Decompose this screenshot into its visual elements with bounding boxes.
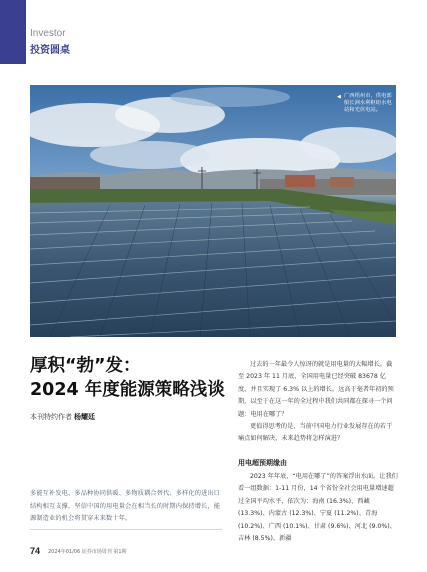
caption-pointer-icon: ◀ [337,94,341,100]
body-paragraph-1: 过去的一年最令人惊讶的就是用电量的大幅增长。截至 2023 年 11 月底，全国用电量已经突破 83678 亿度，并且实现了 6.3% 以上的增长。远高于毫者年初的预期，以至于在这一年的全过程中我们共同都在探寻一个问题：电用在哪了？ [238,361,394,418]
photo-caption [337,93,394,114]
section-color-bar [0,0,26,64]
body-paragraph-3: 2023 年年底，“电用在哪了”的答案浮出水面。让我们看一组数据：1-11 月份，14 个省份全社会用电量增速超过全国平均水平，依次为：海南 (16.3%)、西藏 (13.3%)、内蒙古 (12.3%)、宁夏 (11.2%)、青海 (10.2%)、广西 (10.1%)、甘肃 (9.6%)、河北 (9.0%)、吉林 (8.5%)、新疆 [238,473,398,543]
byline [30,412,95,422]
byline-prefix: 本刊特约作者 [30,413,72,421]
section-heading: 用电超预期缘由 [238,459,287,467]
page-number: 74 [30,546,41,556]
author-name: 杨耀廷 [74,413,95,421]
section-label-cn: 投资圆桌 [30,45,70,56]
article-summary: 多能互补发电、多品种协同供暖、多物质耦合替代、多样化的进出口结构相互支撑，坚信中国的用电量会在相当长的时期内保持增长，能源制造业的机会将贯穿未来数十年。 [30,490,221,522]
body-paragraph-2: 更值得思考的是，当前中国电力行业发展存在的若干痛点如何解决，未来趋势将怎样演进？ [238,423,393,443]
section-label-en: Investor [30,28,66,39]
article-title [30,354,230,402]
summary-divider [30,529,222,530]
footer-info: 2024年01/06 证券市场周刊 第1期 [48,549,127,555]
solar-farm-photo [30,85,396,337]
photo-caption-text: 广西梧州市，供电部船长洲水利枢纽水电站和光伏电站。 [344,93,392,113]
article-title-line2: 2024 年度能源策略浅谈 [30,380,225,400]
article-title-line1: 厚积“勃”发： [30,356,141,376]
